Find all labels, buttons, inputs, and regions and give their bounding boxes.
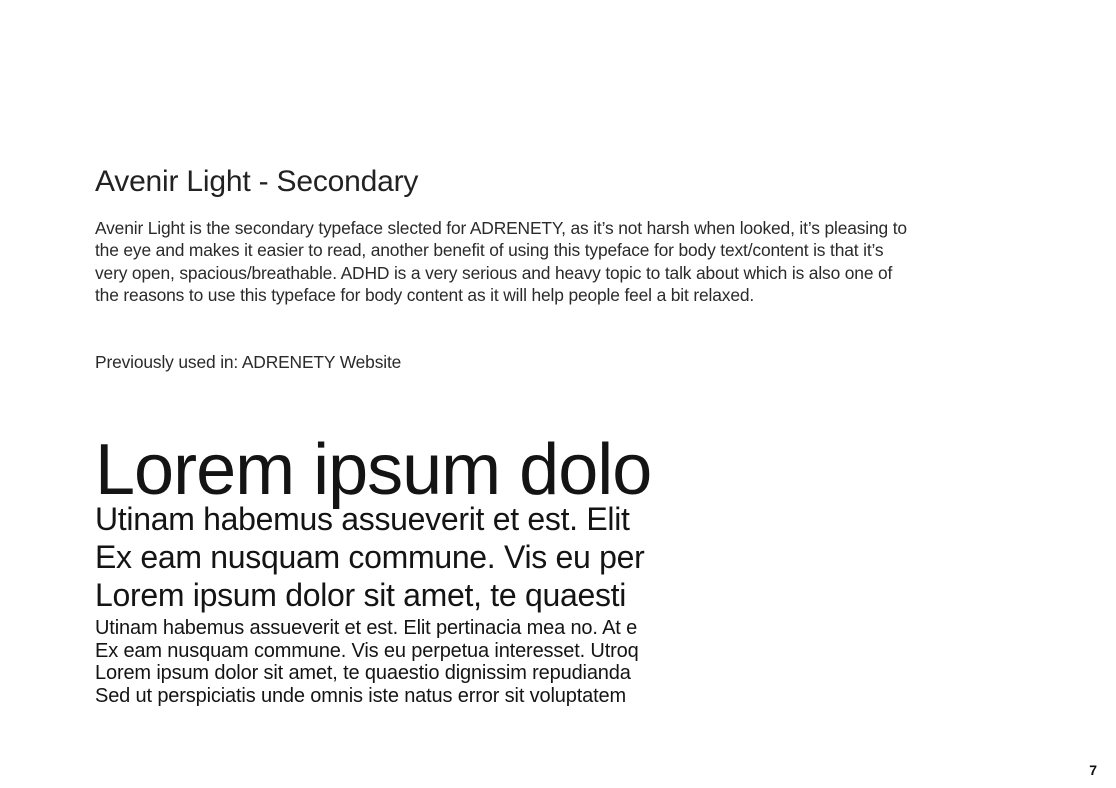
specimen-display-line: Lorem ipsum dolo — [95, 432, 652, 510]
page-number: 7 — [1089, 762, 1097, 778]
typeface-specimen — [95, 432, 693, 722]
specimen-medium-line: Sed ut perspiciatis unde omnis iste natus error sit voluptatem — [95, 684, 626, 707]
specimen-large-line: Ex eam nusquam commune. Vis eu per — [95, 539, 645, 575]
previously-used-note: Previously used in: ADRENETY Website — [95, 352, 402, 372]
section-heading: Avenir Light - Secondary — [95, 165, 419, 198]
description-paragraph: Avenir Light is the secondary typeface slected for ADRENETY, as it’s not harsh when looked, it’s pleasing to the eye and makes it easier to read, another benefit of using this typeface for body text/content is that it’s very open, spacious/breathable. ADHD is a very serious and heavy topic to talk about which is also one of the reasons to use this typeface for body content as it will help people feel a bit relaxed. — [95, 218, 907, 306]
specimen-large-line: Lorem ipsum dolor sit amet, te quaesti — [95, 577, 627, 613]
specimen-medium-line: Ex eam nusquam commune. Vis eu perpetua interesset. Utroq — [95, 639, 639, 662]
specimen-medium-line: Lorem ipsum dolor sit amet, te quaestio dignissim repudianda — [95, 662, 631, 684]
specimen-medium-line: Utinam habemus assueverit et est. Elit pertinacia mea no. At e — [95, 617, 638, 639]
specimen-large-line: Utinam habemus assueverit et est. Elit — [95, 501, 630, 537]
